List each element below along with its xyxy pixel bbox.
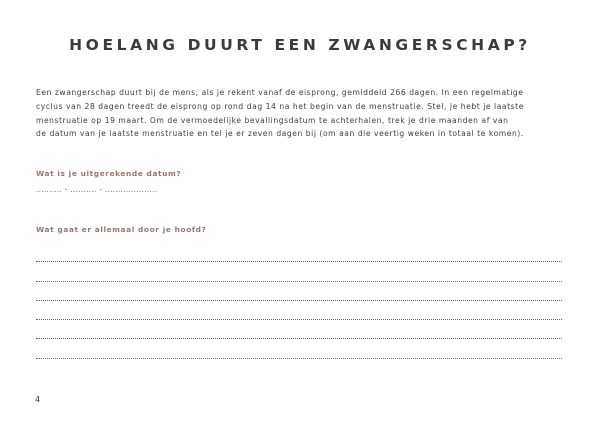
answer-line[interactable]: [36, 243, 562, 262]
answer-line[interactable]: [36, 339, 562, 358]
page-title: HOELANG DUURT EEN ZWANGERSCHAP?: [69, 36, 531, 54]
answer-line[interactable]: [36, 262, 562, 281]
answer-line[interactable]: [36, 301, 562, 320]
answer-line[interactable]: [36, 320, 562, 339]
intro-line-4: de datum van je laatste menstruatie en tel je er zeven dagen bij (om aan die veertig weken in totaal te komen).: [36, 129, 524, 139]
intro-line-3: menstruatie op 19 maart. Om de vermoedelijke bevallingsdatum te achterhalen, trek je drie maanden af van: [36, 115, 509, 125]
intro-line-1: Een zwangerschap duurt bij de mens, als je rekent vanaf de eisprong, gemiddeld 266 dagen. In een regelmatige: [36, 88, 524, 97]
question-thoughts: Wat gaat er allemaal door je hoofd?: [36, 225, 207, 234]
intro-paragraph: [36, 86, 566, 141]
due-date-field[interactable]: .......... - .......... - ....................: [36, 186, 158, 194]
question-due-date: Wat is je uitgerekende datum?: [36, 169, 182, 178]
answer-lines[interactable]: [36, 243, 562, 359]
page-number: 4: [35, 395, 41, 404]
answer-line[interactable]: [36, 282, 562, 301]
intro-line-2: cyclus van 28 dagen treedt de eisprong op rond dag 14 na het begin van de menstruatie. Stel, je hebt je laatste: [36, 101, 524, 111]
